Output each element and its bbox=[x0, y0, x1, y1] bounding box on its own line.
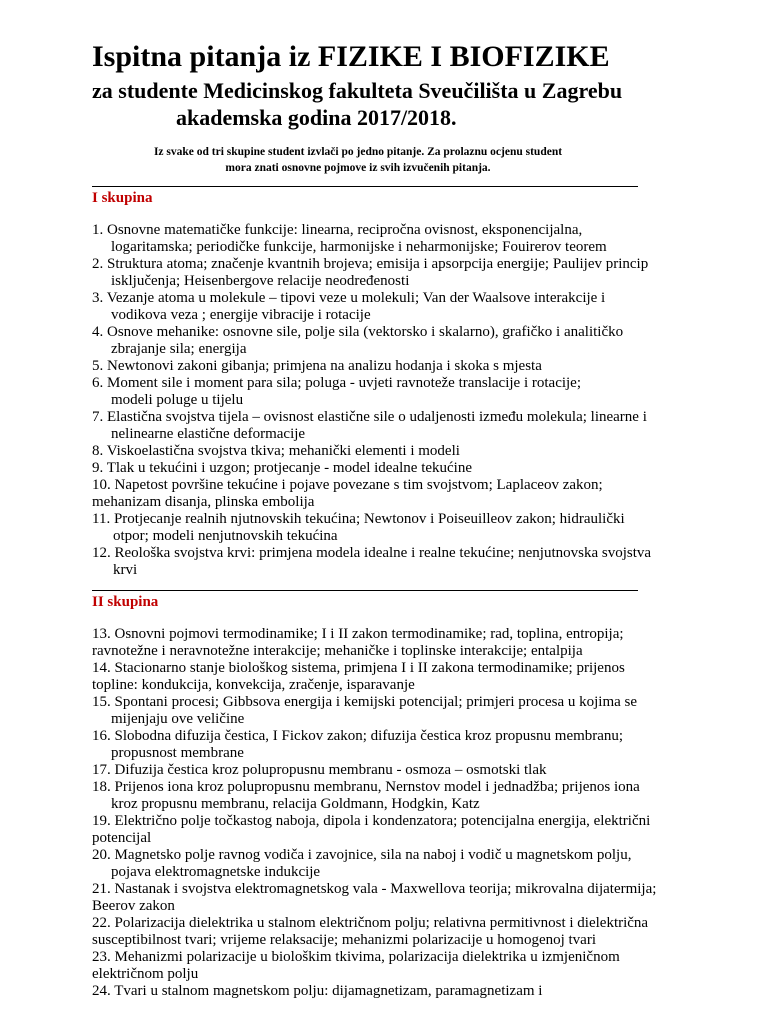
instruction-note-line-2: mora znati osnovne pojmove iz svih izvučenih pitanja. bbox=[225, 162, 491, 174]
question-text: 2. Struktura atoma; značenje kvantnih brojeva; emisija i apsorpcija energije; Paulijev princip bbox=[92, 256, 649, 272]
question-item bbox=[92, 545, 651, 579]
question-text: 10. Napetost površine tekućine i pojave povezane s tim svojstvom; Laplaceov zakon; bbox=[92, 477, 603, 493]
question-text-continued: vodikova veza ; energije vibracije i rotacije bbox=[111, 307, 371, 323]
question-text: 6. Moment sile i moment para sila; poluga - uvjeti ravnoteže translacije i rotacije; bbox=[92, 375, 582, 391]
question-item bbox=[92, 256, 651, 290]
question-text-continued: mehanizam disanja, plinska embolija bbox=[92, 494, 315, 510]
question-text: 22. Polarizacija dielektrika u stalnom električnom polju; relativna permitivnost i dielektrična bbox=[92, 915, 649, 931]
question-text-continued: mijenjaju ove veličine bbox=[111, 711, 245, 727]
question-text-continued: nelinearne elastične deformacije bbox=[111, 426, 306, 442]
question-text-continued: pojava elektromagnetske indukcije bbox=[111, 864, 321, 880]
section-heading-group-1: I skupina bbox=[92, 190, 153, 206]
question-text-continued: propusnost membrane bbox=[111, 745, 244, 761]
question-item bbox=[92, 375, 651, 409]
question-text: 12. Reološka svojstva krvi: primjena modela idealne i realne tekućine; nenjutnovska svojstva bbox=[92, 545, 652, 561]
question-item bbox=[92, 694, 656, 728]
question-text-continued: logaritamska; periodičke funkcije, harmonijske i neharmonijske; Fouirerov teorem bbox=[111, 239, 607, 255]
question-text-continued: topline: kondukcija, konvekcija, zračenje, isparavanje bbox=[92, 677, 415, 693]
question-item bbox=[92, 728, 656, 762]
question-item bbox=[92, 983, 656, 1000]
question-text-continued: susceptibilnost tvari; vrijeme relaksacije; mehanizmi polarizacije u homogenoj tvari bbox=[92, 932, 597, 948]
question-text: 20. Magnetsko polje ravnog vodiča i zavojnice, sila na naboj i vodič u magnetskom polju, bbox=[92, 847, 632, 863]
section-heading-group-2: II skupina bbox=[92, 594, 159, 610]
question-text-continued: ravnotežne i neravnotežne interakcije; mehaničke i toplinske interakcije; entalpija bbox=[92, 643, 583, 659]
question-item bbox=[92, 409, 651, 443]
question-text: 19. Električno polje točkastog naboja, dipola i kondenzatora; potencijalna energija, električni bbox=[92, 813, 651, 829]
document-subtitle: za studente Medicinskog fakulteta Sveučilišta u Zagrebu bbox=[92, 78, 623, 103]
question-text: 3. Vezanje atoma u molekule – tipovi veze u molekuli; Van der Waalsove interakcije i bbox=[92, 290, 606, 306]
question-list-group-1 bbox=[92, 222, 651, 579]
question-text: 21. Nastanak i svojstva elektromagnetskog vala - Maxwellova teorija; mikrovalna dijatermija; bbox=[92, 881, 657, 897]
question-text: 14. Stacionarno stanje biološkog sistema, primjena I i II zakona termodinamike; prijenos bbox=[92, 660, 625, 676]
question-text: 24. Tvari u stalnom magnetskom polju: dijamagnetizam, paramagnetizam i bbox=[92, 983, 543, 999]
question-item bbox=[92, 358, 651, 375]
question-text: 5. Newtonovi zakoni gibanja; primjena na analizu hodanja i skoka s mjesta bbox=[92, 358, 542, 374]
question-text-continued: isključenja; Heisenbergove relacije neodređenosti bbox=[111, 273, 410, 289]
question-text-continued: modeli poluge u tijelu bbox=[111, 392, 244, 408]
question-item bbox=[92, 222, 651, 256]
question-item bbox=[92, 324, 651, 358]
instruction-note-line-1: Iz svake od tri skupine student izvlači po jedno pitanje. Za prolaznu ocjenu student bbox=[153, 146, 563, 158]
document-title: Ispitna pitanja iz FIZIKE I BIOFIZIKE bbox=[92, 40, 610, 73]
question-item bbox=[92, 511, 651, 545]
question-text: 7. Elastična svojstva tijela – ovisnost elastične sile o udaljenosti između molekula; linearne i bbox=[92, 409, 647, 425]
question-item bbox=[92, 949, 656, 983]
question-text-continued: krvi bbox=[113, 562, 138, 578]
question-text: 9. Tlak u tekućini i uzgon; protjecanje - model idealne tekućine bbox=[92, 460, 473, 476]
question-item bbox=[92, 813, 656, 847]
academic-year: akademska godina 2017/2018. bbox=[176, 105, 457, 130]
question-text: 13. Osnovni pojmovi termodinamike; I i II zakon termodinamike; rad, toplina, entropija; bbox=[92, 626, 624, 642]
question-text-continued: otpor; modeli nenjutnovskih tekućina bbox=[113, 528, 338, 544]
question-text-continued: Beerov zakon bbox=[92, 898, 175, 914]
question-text-continued: kroz propusnu membranu, relacija Goldmann, Hodgkin, Katz bbox=[111, 796, 480, 812]
question-text-continued: električnom polju bbox=[92, 966, 199, 982]
question-text: 1. Osnovne matematičke funkcije: linearna, recipročna ovisnost, eksponencijalna, bbox=[92, 222, 583, 238]
question-text: 16. Slobodna difuzija čestica, I Fickov zakon; difuzija čestica kroz propusnu membranu; bbox=[92, 728, 624, 744]
question-text: 4. Osnove mehanike: osnovne sile, polje sila (vektorsko i skalarno), grafičko i analitičko bbox=[92, 324, 624, 340]
question-item bbox=[92, 847, 656, 881]
question-list-group-2 bbox=[92, 626, 656, 1000]
question-item bbox=[92, 660, 656, 694]
question-item bbox=[92, 443, 651, 460]
question-item bbox=[92, 779, 656, 813]
question-text: 15. Spontani procesi; Gibbsova energija i kemijski potencijal; primjeri procesa u kojima se bbox=[92, 694, 638, 710]
question-text: 23. Mehanizmi polarizacije u biološkim tkivima, polarizacija dielektrika u izmjeničnom bbox=[92, 949, 620, 965]
question-item bbox=[92, 762, 656, 779]
question-item bbox=[92, 290, 651, 324]
question-text-continued: potencijal bbox=[92, 830, 152, 846]
question-item bbox=[92, 881, 656, 915]
question-item bbox=[92, 915, 656, 949]
divider bbox=[92, 590, 638, 591]
question-item bbox=[92, 626, 656, 660]
question-item bbox=[92, 460, 651, 477]
question-text-continued: zbrajanje sila; energija bbox=[111, 341, 247, 357]
question-text: 11. Protjecanje realnih njutnovskih tekućina; Newtonov i Poiseuilleov zakon; hidraulički bbox=[92, 511, 625, 527]
question-text: 18. Prijenos iona kroz polupropusnu membranu, Nernstov model i jednadžba; prijenos iona bbox=[92, 779, 640, 795]
question-text: 17. Difuzija čestica kroz polupropusnu membranu - osmoza – osmotski tlak bbox=[92, 762, 547, 778]
question-item bbox=[92, 477, 651, 511]
question-text: 8. Viskoelastična svojstva tkiva; mehanički elementi i modeli bbox=[92, 443, 460, 459]
divider bbox=[92, 186, 638, 187]
